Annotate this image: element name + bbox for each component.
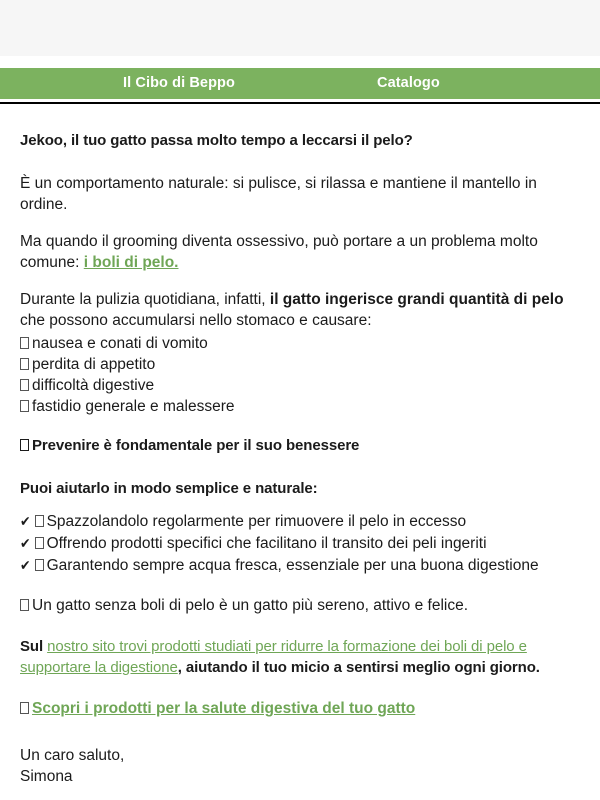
happy-cat-tofu-icon	[20, 599, 29, 611]
list-item	[20, 333, 582, 354]
header-white-gap	[0, 56, 600, 68]
paragraph-site-products	[20, 636, 582, 678]
brand-header-bar	[0, 68, 600, 99]
paragraph-ingestion-post: che possono accumularsi nello stomaco e causare:	[20, 312, 372, 329]
email-heading: Jekoo, il tuo gatto passa molto tempo a leccarsi il pelo?	[20, 132, 413, 149]
site-para-post: , aiutando il tuo micio a sentirsi meglio ogni giorno.	[177, 659, 540, 676]
check-icon: ✔	[20, 536, 31, 552]
list-item	[20, 375, 582, 396]
signoff-line-2: Simona	[20, 768, 73, 785]
tip-tofu-icon	[35, 537, 44, 549]
symptoms-list	[20, 333, 582, 417]
bullet-tofu-icon	[20, 337, 29, 349]
list-item-label: difficoltà digestive	[32, 377, 155, 394]
paragraph-ingestion	[20, 289, 582, 331]
list-item-label: Offrendo prodotti specifici che facilitano il transito dei peli ingeriti	[46, 535, 487, 552]
paragraph-grooming-text: Ma quando il grooming diventa ossessivo, può portare a un problema molto comune:	[20, 233, 538, 271]
header-divider	[0, 102, 600, 104]
list-item	[20, 511, 582, 533]
list-item	[20, 396, 582, 417]
cta-tofu-icon	[20, 702, 29, 714]
paragraph-grooming	[20, 231, 582, 273]
email-body	[0, 112, 600, 787]
paragraph-happy-cat-label: Un gatto senza boli di pelo è un gatto più sereno, attivo e felice.	[32, 597, 469, 614]
paragraph-natural-behaviour: È un comportamento naturale: si pulisce, si rilassa e mantiene il mantello in ordine.	[20, 175, 537, 213]
help-intro: Puoi aiutarlo in modo semplice e naturale:	[20, 480, 318, 497]
list-item-label: Spazzolandolo regolarmente per rimuovere il pelo in eccesso	[46, 513, 467, 530]
list-item-label: nausea e conati di vomito	[32, 335, 208, 352]
site-para-pre: Sul	[20, 638, 48, 655]
cta-row	[20, 698, 582, 719]
tip-tofu-icon	[35, 559, 44, 571]
bullet-tofu-icon	[20, 400, 29, 412]
list-item	[20, 533, 582, 555]
hairballs-link[interactable]: i boli di pelo.	[83, 254, 179, 271]
list-item	[20, 354, 582, 375]
prevention-headline-label: Prevenire è fondamentale per il suo benessere	[32, 437, 360, 454]
check-icon: ✔	[20, 514, 31, 530]
signoff	[20, 745, 582, 787]
list-item-label: perdita di appetito	[32, 356, 156, 373]
catalog-link[interactable]: Catalogo	[377, 75, 440, 91]
paragraph-ingestion-bold: il gatto ingerisce grandi quantità di pelo	[269, 291, 564, 308]
bullet-tofu-icon	[20, 379, 29, 391]
list-item	[20, 555, 582, 577]
signoff-line-1: Un caro saluto,	[20, 747, 125, 764]
prevention-tofu-icon	[20, 439, 29, 451]
paragraph-happy-cat	[20, 595, 582, 616]
bullet-tofu-icon	[20, 358, 29, 370]
site-products-link[interactable]: nostro sito trovi prodotti studiati per ridurre la formazione dei boli di pelo e supportare la digestione	[20, 638, 527, 676]
paragraph-ingestion-pre: Durante la pulizia quotidiana, infatti,	[20, 291, 270, 308]
list-item-label: Garantendo sempre acqua fresca, essenziale per una buona digestione	[46, 557, 539, 574]
brand-title: Il Cibo di Beppo	[123, 75, 235, 91]
tips-list	[20, 511, 582, 577]
check-icon: ✔	[20, 558, 31, 574]
list-item-label: fastidio generale e malessere	[32, 398, 235, 415]
browser-top-strip	[0, 0, 600, 56]
prevention-headline	[20, 435, 582, 456]
tip-tofu-icon	[35, 515, 44, 527]
cta-link[interactable]: Scopri i prodotti per la salute digestiva del tuo gatto	[32, 700, 416, 717]
